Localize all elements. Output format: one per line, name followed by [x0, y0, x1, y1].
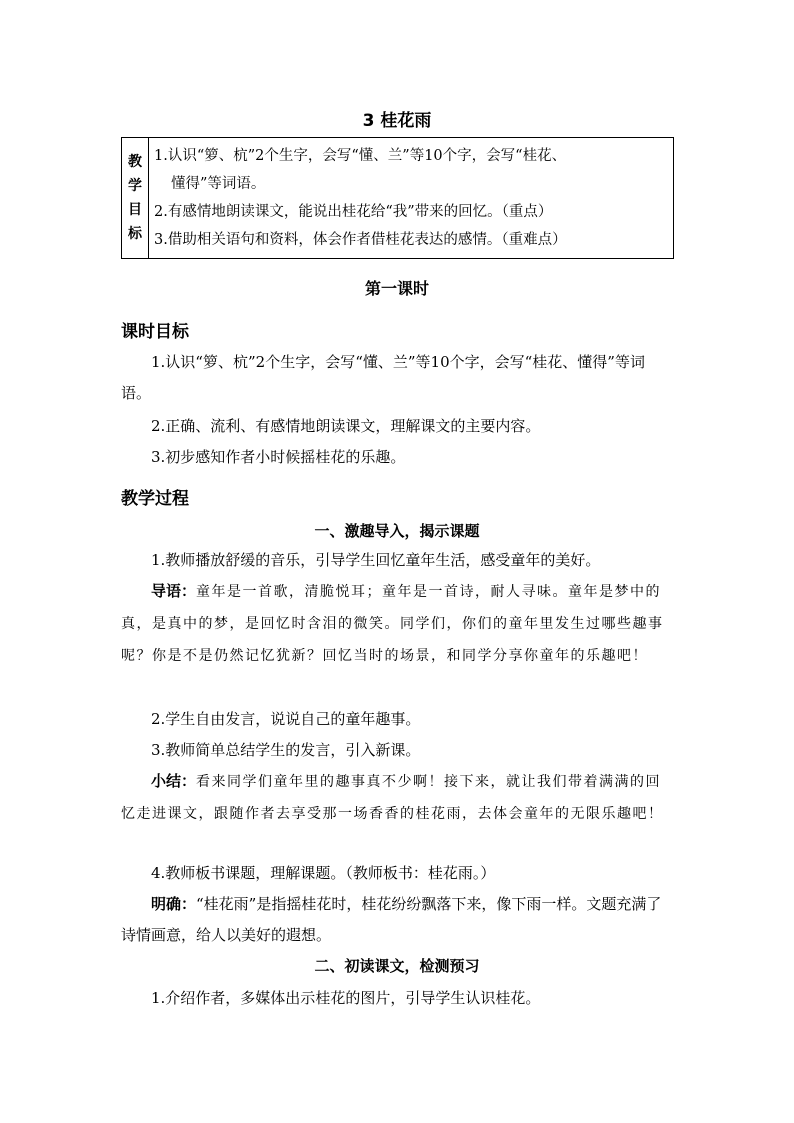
- process-step-4: 4.教师板书课题，理解课题。（教师板书：桂花雨。）: [151, 864, 496, 882]
- teaching-goals-body: [149, 138, 674, 259]
- clarify-label: 明确：: [151, 895, 197, 913]
- process-step-5: 1.介绍作者，多媒体出示桂花的图片，引导学生认识桂花。: [151, 989, 541, 1007]
- goals-label-text: 教 学 目 标: [128, 154, 142, 242]
- teaching-goals-label: [122, 138, 149, 259]
- period-goal-3: 3.初步感知作者小时候摇桂花的乐趣。: [151, 448, 406, 466]
- guide-label: 导语：: [151, 582, 197, 600]
- goal-item-1: 1.认识“箩、杭”2个生字，会写“懂、兰”等10个字，会写“桂花、: [154, 148, 567, 164]
- summary-text: 看来同学们童年里的趣事真不少啊！接下来，就让我们带着满满的回忆走进课文，跟随作者去享受那一场香香的桂花雨，去体会童年的无限乐趣吧！: [121, 774, 664, 822]
- period-goal-2: 2.正确、流利、有感情地朗读课文，理解课文的主要内容。: [151, 417, 541, 435]
- section-heading-goals: 课时目标: [121, 322, 189, 342]
- part-heading-2: 二、初读课文，检测预习: [314, 957, 480, 975]
- goal-item-1-cont: 懂得”等词语。: [171, 176, 266, 192]
- guide-text: 童年是一首歌，清脆悦耳；童年是一首诗，耐人寻味。童年是梦中的真，是真中的梦，是回忆时含泪的微笑。同学们，你们的童年里发生过哪些趣事呢？你是不是仍然记忆犹新？回忆当时的场景，和同学分享你童年的乐趣吧！: [121, 584, 664, 664]
- clarify-text: “桂花雨”是指摇桂花时，桂花纷纷飘落下来，像下雨一样。文题充满了诗情画意，给人以美好的遐想。: [121, 895, 662, 944]
- process-step-2: 2.学生自由发言，说说自己的童年趣事。: [151, 710, 421, 728]
- goal-item-2: 2.有感情地朗读课文，能说出桂花给“我”带来的回忆。（重点）: [154, 204, 553, 220]
- process-step-1: 1.教师播放舒缓的音乐，引导学生回忆童年生活，感受童年的美好。: [151, 551, 601, 569]
- section-heading-process: 教学过程: [121, 489, 189, 509]
- clarify-paragraph: [121, 889, 674, 951]
- summary-paragraph: [121, 766, 674, 830]
- period-heading: 第一课时: [364, 279, 429, 298]
- summary-label: 小结：: [151, 772, 197, 790]
- teaching-goals-table: [121, 137, 674, 259]
- period-goal-1: 1.认识“箩、杭”2个生字，会写“懂、兰”等10个字，会写“桂花、懂得”等词语。: [121, 353, 645, 402]
- goal-item-3: 3.借助相关语句和资料，体会作者借桂花表达的感情。（重难点）: [154, 232, 567, 248]
- part-heading-1: 一、激趣导入，揭示课题: [314, 522, 480, 540]
- lesson-title: 3 桂花雨: [362, 111, 432, 131]
- process-step-3: 3.教师简单总结学生的发言，引入新课。: [151, 741, 421, 759]
- guide-paragraph: [121, 576, 674, 672]
